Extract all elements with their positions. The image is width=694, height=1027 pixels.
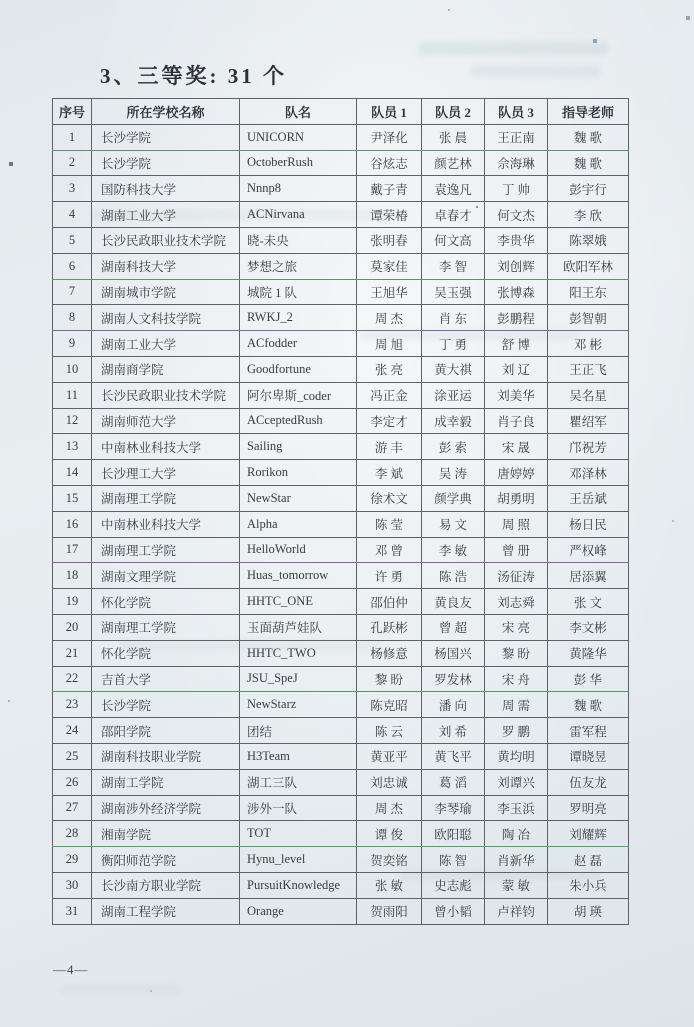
cell-team: Goodfortune	[240, 356, 357, 382]
cell-team: ACfodder	[240, 331, 357, 357]
cell-school: 衡阳师范学院	[92, 847, 240, 873]
header-cell-member2: 队员 2	[422, 99, 485, 125]
cell-member2: 成幸毅	[422, 408, 485, 434]
cell-school: 湖南城市学院	[92, 279, 240, 305]
cell-team: Alpha	[240, 511, 357, 537]
table-row	[53, 124, 629, 150]
cell-member1: 周 杰	[357, 305, 422, 331]
cell-member1: 张明春	[357, 227, 422, 253]
cell-member2: 刘 希	[422, 718, 485, 744]
cell-advisor: 彭宇行	[548, 176, 629, 202]
cell-member2: 易 文	[422, 511, 485, 537]
table-row	[53, 743, 629, 769]
cell-advisor: 魏 歌	[548, 150, 629, 176]
cell-advisor: 雷军程	[548, 718, 629, 744]
cell-school: 湖南科技职业学院	[92, 743, 240, 769]
cell-team: Huas_tomorrow	[240, 563, 357, 589]
table-row	[53, 305, 629, 331]
cell-school: 中南林业科技大学	[92, 511, 240, 537]
cell-school: 湖南商学院	[92, 356, 240, 382]
bleed-through-smudge	[470, 66, 600, 77]
cell-member3: 刘 辽	[485, 356, 548, 382]
cell-member3: 佘海琳	[485, 150, 548, 176]
header-cell-member1: 队员 1	[357, 99, 422, 125]
table-row	[53, 408, 629, 434]
cell-index: 1	[53, 124, 92, 150]
cell-member3: 刘志舜	[485, 589, 548, 615]
cell-school: 湖南文理学院	[92, 563, 240, 589]
scanner-noise-specks	[0, 0, 2, 2]
table-row	[53, 537, 629, 563]
awards-table	[52, 98, 629, 925]
table-row	[53, 821, 629, 847]
header-cell-member3: 队员 3	[485, 99, 548, 125]
cell-member1: 谭荣椿	[357, 202, 422, 228]
cell-team: UNICORN	[240, 124, 357, 150]
cell-advisor: 居添翼	[548, 563, 629, 589]
cell-index: 13	[53, 434, 92, 460]
cell-member1: 许 勇	[357, 563, 422, 589]
cell-member2: 李 敏	[422, 537, 485, 563]
cell-team: 团结	[240, 718, 357, 744]
cell-member1: 冯正金	[357, 382, 422, 408]
cell-school: 湖南理工学院	[92, 537, 240, 563]
cell-index: 14	[53, 460, 92, 486]
cell-member2: 肖 东	[422, 305, 485, 331]
cell-member3: 汤征涛	[485, 563, 548, 589]
cell-member2: 黄大祺	[422, 356, 485, 382]
cell-school: 湖南师范大学	[92, 408, 240, 434]
cell-member1: 李定才	[357, 408, 422, 434]
cell-index: 7	[53, 279, 92, 305]
table-row	[53, 356, 629, 382]
cell-team: Nnnp8	[240, 176, 357, 202]
cell-advisor: 瞿绍军	[548, 408, 629, 434]
table-row	[53, 898, 629, 924]
cell-index: 26	[53, 769, 92, 795]
cell-advisor: 陈翠娥	[548, 227, 629, 253]
cell-member3: 陶 冶	[485, 821, 548, 847]
cell-member3: 李贵华	[485, 227, 548, 253]
cell-member2: 颜学典	[422, 485, 485, 511]
cell-school: 长沙学院	[92, 124, 240, 150]
cell-member2: 杨国兴	[422, 640, 485, 666]
cell-school: 长沙民政职业技术学院	[92, 382, 240, 408]
cell-member3: 彭鹏程	[485, 305, 548, 331]
cell-team: NewStarz	[240, 692, 357, 718]
table-row	[53, 769, 629, 795]
cell-index: 15	[53, 485, 92, 511]
header-cell-team: 队名	[240, 99, 357, 125]
cell-member2: 潘 向	[422, 692, 485, 718]
cell-member3: 胡勇明	[485, 485, 548, 511]
cell-team: 涉外一队	[240, 795, 357, 821]
cell-member2: 丁 勇	[422, 331, 485, 357]
cell-member3: 罗 鹏	[485, 718, 548, 744]
cell-team: Hynu_level	[240, 847, 357, 873]
cell-advisor: 彭 华	[548, 666, 629, 692]
cell-member1: 谷炫志	[357, 150, 422, 176]
table-row	[53, 150, 629, 176]
cell-index: 19	[53, 589, 92, 615]
cell-advisor: 黄隆华	[548, 640, 629, 666]
table-row	[53, 227, 629, 253]
cell-member2: 吴玉强	[422, 279, 485, 305]
cell-advisor: 杨日民	[548, 511, 629, 537]
cell-member1: 游 丰	[357, 434, 422, 460]
header-cell-advisor: 指导老师	[548, 99, 629, 125]
cell-team: JSU_SpeJ	[240, 666, 357, 692]
cell-member2: 李 智	[422, 253, 485, 279]
cell-member3: 刘美华	[485, 382, 548, 408]
cell-member1: 孔跃彬	[357, 614, 422, 640]
cell-member3: 曾 册	[485, 537, 548, 563]
cell-school: 长沙理工大学	[92, 460, 240, 486]
cell-member1: 贺雨阳	[357, 898, 422, 924]
cell-school: 湖南工程学院	[92, 898, 240, 924]
cell-advisor: 王岳斌	[548, 485, 629, 511]
cell-advisor: 邝祝芳	[548, 434, 629, 460]
cell-advisor: 刘耀辉	[548, 821, 629, 847]
cell-advisor: 邓 彬	[548, 331, 629, 357]
cell-member3: 黎 盼	[485, 640, 548, 666]
cell-team: 阿尔卑斯_coder	[240, 382, 357, 408]
table-row	[53, 640, 629, 666]
cell-index: 6	[53, 253, 92, 279]
cell-advisor: 王正飞	[548, 356, 629, 382]
cell-team: 湖工三队	[240, 769, 357, 795]
cell-member3: 蒙 敏	[485, 872, 548, 898]
cell-member3: 周 需	[485, 692, 548, 718]
cell-member3: 卢祥钧	[485, 898, 548, 924]
cell-team: TOT	[240, 821, 357, 847]
cell-index: 30	[53, 872, 92, 898]
cell-member1: 黄亚平	[357, 743, 422, 769]
cell-member1: 谭 俊	[357, 821, 422, 847]
cell-member1: 刘忠诚	[357, 769, 422, 795]
cell-member2: 张 晨	[422, 124, 485, 150]
cell-team: NewStar	[240, 485, 357, 511]
cell-member1: 尹泽化	[357, 124, 422, 150]
cell-index: 12	[53, 408, 92, 434]
table-row	[53, 666, 629, 692]
cell-school: 吉首大学	[92, 666, 240, 692]
cell-school: 湖南工业大学	[92, 331, 240, 357]
cell-member3: 李玉浜	[485, 795, 548, 821]
cell-index: 16	[53, 511, 92, 537]
cell-member3: 王正南	[485, 124, 548, 150]
cell-team: 城院 1 队	[240, 279, 357, 305]
cell-member3: 周 照	[485, 511, 548, 537]
cell-member2: 曾 超	[422, 614, 485, 640]
cell-team: HHTC_TWO	[240, 640, 357, 666]
cell-advisor: 严权峰	[548, 537, 629, 563]
cell-member1: 张 亮	[357, 356, 422, 382]
cell-index: 10	[53, 356, 92, 382]
cell-school: 湖南工学院	[92, 769, 240, 795]
cell-advisor: 张 文	[548, 589, 629, 615]
table-row	[53, 176, 629, 202]
cell-member2: 黄飞平	[422, 743, 485, 769]
table-row	[53, 847, 629, 873]
cell-team: HelloWorld	[240, 537, 357, 563]
cell-member2: 葛 滔	[422, 769, 485, 795]
table-row	[53, 511, 629, 537]
cell-school: 湖南科技大学	[92, 253, 240, 279]
table-row	[53, 202, 629, 228]
cell-member3: 宋 舟	[485, 666, 548, 692]
cell-member3: 肖新华	[485, 847, 548, 873]
cell-member1: 邓 曾	[357, 537, 422, 563]
cell-index: 29	[53, 847, 92, 873]
cell-member1: 贺奕铭	[357, 847, 422, 873]
bleed-through-smudge	[60, 985, 180, 994]
cell-member2: 吴 涛	[422, 460, 485, 486]
cell-advisor: 罗明亮	[548, 795, 629, 821]
cell-school: 长沙南方职业学院	[92, 872, 240, 898]
cell-school: 长沙民政职业技术学院	[92, 227, 240, 253]
cell-member2: 陈 浩	[422, 563, 485, 589]
cell-member1: 陈克昭	[357, 692, 422, 718]
cell-member3: 宋 亮	[485, 614, 548, 640]
cell-school: 怀化学院	[92, 589, 240, 615]
table-row	[53, 460, 629, 486]
cell-index: 25	[53, 743, 92, 769]
cell-school: 湖南人文科技学院	[92, 305, 240, 331]
cell-member3: 刘谭兴	[485, 769, 548, 795]
table-row	[53, 563, 629, 589]
cell-team: Rorikon	[240, 460, 357, 486]
cell-member3: 肖子良	[485, 408, 548, 434]
cell-member1: 周 旭	[357, 331, 422, 357]
cell-member1: 黎 盼	[357, 666, 422, 692]
cell-index: 23	[53, 692, 92, 718]
cell-advisor: 李文彬	[548, 614, 629, 640]
cell-school: 湖南理工学院	[92, 485, 240, 511]
cell-member2: 颜艺林	[422, 150, 485, 176]
cell-school: 湘南学院	[92, 821, 240, 847]
cell-advisor: 朱小兵	[548, 872, 629, 898]
cell-index: 31	[53, 898, 92, 924]
section-title: 3、三等奖: 31 个	[100, 64, 287, 88]
cell-member1: 王旭华	[357, 279, 422, 305]
cell-member2: 欧阳聪	[422, 821, 485, 847]
cell-advisor: 赵 磊	[548, 847, 629, 873]
page-number: —4—	[53, 962, 89, 977]
cell-member2: 彭 索	[422, 434, 485, 460]
bleed-through-smudge	[418, 42, 608, 55]
cell-school: 湖南理工学院	[92, 614, 240, 640]
cell-member3: 何文杰	[485, 202, 548, 228]
cell-school: 邵阳学院	[92, 718, 240, 744]
table-row	[53, 614, 629, 640]
cell-index: 8	[53, 305, 92, 331]
cell-school: 长沙学院	[92, 692, 240, 718]
table-row	[53, 331, 629, 357]
cell-member2: 涂亚运	[422, 382, 485, 408]
cell-advisor: 阳王东	[548, 279, 629, 305]
table-row	[53, 382, 629, 408]
cell-member1: 陈 莹	[357, 511, 422, 537]
cell-member1: 徐术文	[357, 485, 422, 511]
cell-member3: 刘创辉	[485, 253, 548, 279]
cell-member1: 莫家佳	[357, 253, 422, 279]
cell-advisor: 伍友龙	[548, 769, 629, 795]
cell-index: 11	[53, 382, 92, 408]
cell-advisor: 魏 歌	[548, 692, 629, 718]
cell-member2: 黄良友	[422, 589, 485, 615]
cell-member2: 陈 智	[422, 847, 485, 873]
cell-index: 4	[53, 202, 92, 228]
cell-index: 17	[53, 537, 92, 563]
table-body	[53, 124, 629, 924]
cell-index: 5	[53, 227, 92, 253]
header-cell-index: 序号	[53, 99, 92, 125]
cell-member2: 罗发林	[422, 666, 485, 692]
cell-member2: 曾小韬	[422, 898, 485, 924]
cell-school: 湖南涉外经济学院	[92, 795, 240, 821]
cell-team: H3Team	[240, 743, 357, 769]
cell-school: 中南林业科技大学	[92, 434, 240, 460]
cell-index: 22	[53, 666, 92, 692]
table-row	[53, 485, 629, 511]
cell-member1: 陈 云	[357, 718, 422, 744]
cell-advisor: 邓泽林	[548, 460, 629, 486]
table-row	[53, 872, 629, 898]
cell-member2: 李琴瑜	[422, 795, 485, 821]
table-row	[53, 589, 629, 615]
table-row	[53, 434, 629, 460]
cell-member3: 黄均明	[485, 743, 548, 769]
cell-advisor: 欧阳军林	[548, 253, 629, 279]
cell-member1: 杨修意	[357, 640, 422, 666]
cell-team: 晓-未央	[240, 227, 357, 253]
table-row	[53, 279, 629, 305]
cell-index: 18	[53, 563, 92, 589]
cell-index: 2	[53, 150, 92, 176]
cell-member3: 张博森	[485, 279, 548, 305]
table-header-row	[53, 99, 629, 125]
table-row	[53, 718, 629, 744]
cell-member2: 何文高	[422, 227, 485, 253]
cell-member2: 袁逸凡	[422, 176, 485, 202]
table-row	[53, 253, 629, 279]
cell-school: 怀化学院	[92, 640, 240, 666]
cell-member3: 舒 博	[485, 331, 548, 357]
table-row	[53, 692, 629, 718]
cell-member3: 唐婷婷	[485, 460, 548, 486]
cell-team: Sailing	[240, 434, 357, 460]
cell-advisor: 谭晓昱	[548, 743, 629, 769]
cell-index: 9	[53, 331, 92, 357]
cell-advisor: 吴名星	[548, 382, 629, 408]
cell-member1: 戴子青	[357, 176, 422, 202]
cell-school: 湖南工业大学	[92, 202, 240, 228]
cell-advisor: 李 欣	[548, 202, 629, 228]
cell-team: Orange	[240, 898, 357, 924]
cell-team: 玉面葫芦娃队	[240, 614, 357, 640]
cell-school: 长沙学院	[92, 150, 240, 176]
cell-index: 24	[53, 718, 92, 744]
cell-index: 20	[53, 614, 92, 640]
cell-team: RWKJ_2	[240, 305, 357, 331]
cell-index: 27	[53, 795, 92, 821]
cell-member3: 宋 晟	[485, 434, 548, 460]
cell-member3: 丁 帅	[485, 176, 548, 202]
cell-index: 21	[53, 640, 92, 666]
cell-member2: 卓春才	[422, 202, 485, 228]
cell-team: HHTC_ONE	[240, 589, 357, 615]
header-cell-school: 所在学校名称	[92, 99, 240, 125]
table-row	[53, 795, 629, 821]
cell-advisor: 魏 歌	[548, 124, 629, 150]
cell-team: 梦想之旅	[240, 253, 357, 279]
cell-member2: 史志彪	[422, 872, 485, 898]
cell-team: PursuitKnowledge	[240, 872, 357, 898]
cell-member1: 张 敏	[357, 872, 422, 898]
cell-advisor: 胡 瑛	[548, 898, 629, 924]
cell-team: ACNirvana	[240, 202, 357, 228]
cell-index: 28	[53, 821, 92, 847]
cell-school: 国防科技大学	[92, 176, 240, 202]
cell-member1: 邵伯仲	[357, 589, 422, 615]
cell-member1: 周 杰	[357, 795, 422, 821]
cell-team: OctoberRush	[240, 150, 357, 176]
cell-member1: 李 斌	[357, 460, 422, 486]
cell-index: 3	[53, 176, 92, 202]
cell-advisor: 彭智朝	[548, 305, 629, 331]
cell-team: ACceptedRush	[240, 408, 357, 434]
